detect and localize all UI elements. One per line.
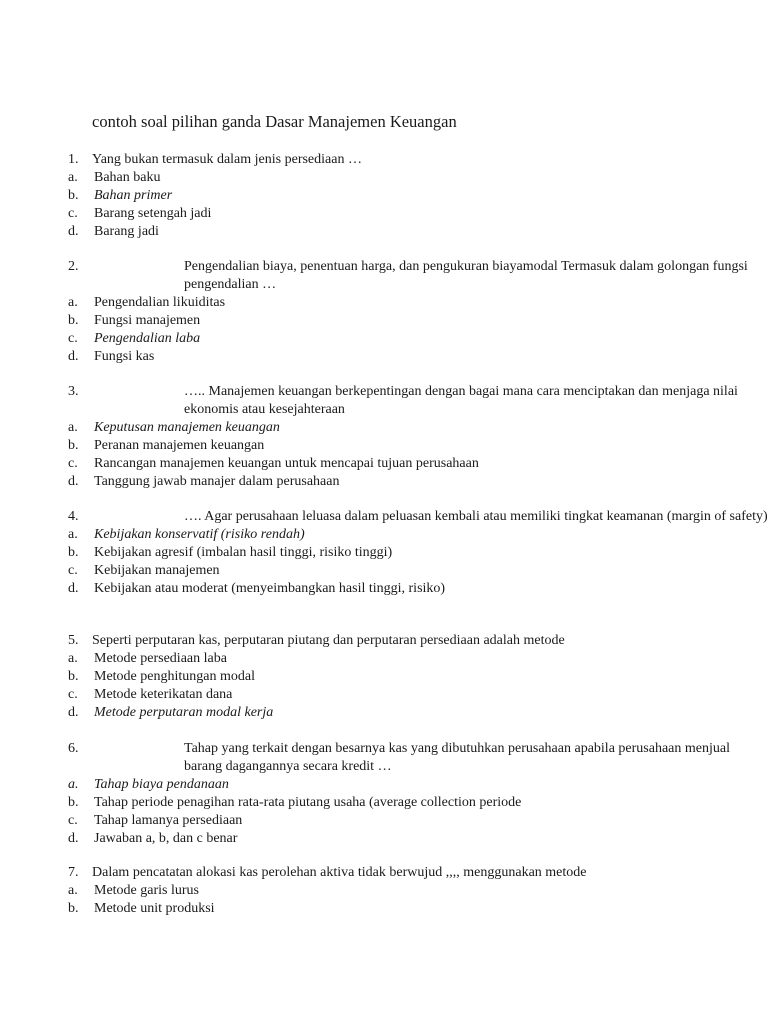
- option-text: Tahap biaya pendanaan: [94, 777, 229, 792]
- question-text: Dalam pencatatan alokasi kas perolehan aktiva tidak berwujud ,,,, menggunakan metode: [92, 865, 587, 880]
- option-label: c.: [68, 813, 78, 828]
- option-text: Barang jadi: [94, 224, 159, 239]
- question-stem: [0, 508, 768, 526]
- question-stem: [0, 740, 768, 776]
- question-3: [0, 383, 768, 491]
- question-5: [0, 632, 768, 722]
- question-text: Tahap yang terkait dengan besarnya kas yang dibutuhkan perusahaan apabila perusahaan menjual barang dagangannya secara kredit …: [184, 741, 730, 774]
- option-label: a.: [68, 883, 78, 898]
- question-number: 5.: [68, 633, 79, 648]
- question-text: Yang bukan termasuk dalam jenis persediaan …: [92, 152, 362, 167]
- question-number: 1.: [68, 152, 79, 167]
- question-4: [0, 508, 768, 598]
- option-label: c.: [68, 206, 78, 221]
- option-text: Metode keterikatan dana: [94, 687, 233, 702]
- question-number: 7.: [68, 865, 79, 880]
- question-stem: [0, 383, 768, 419]
- question-6: [0, 740, 768, 848]
- option-label: b.: [68, 669, 79, 684]
- option-label: d.: [68, 831, 79, 846]
- option-text: Tahap lamanya persediaan: [94, 813, 243, 828]
- option-text: Keputusan manajemen keuangan: [94, 420, 280, 435]
- option-text: Fungsi kas: [94, 349, 155, 364]
- option-text: Kebijakan manajemen: [94, 563, 220, 578]
- option-text: Metode garis lurus: [94, 883, 199, 898]
- option-b: [0, 668, 768, 686]
- option-a: [0, 419, 768, 437]
- option-b: [0, 312, 768, 330]
- question-1: [0, 151, 768, 241]
- option-label: d.: [68, 581, 79, 596]
- question-text: Seperti perputaran kas, perputaran piutang dan perputaran persediaan adalah metode: [92, 633, 565, 648]
- option-label: b.: [68, 795, 79, 810]
- option-label: a.: [68, 777, 79, 792]
- question-stem: [0, 632, 768, 650]
- option-text: Barang setengah jadi: [94, 206, 212, 221]
- option-text: Bahan primer: [94, 188, 173, 203]
- option-label: d.: [68, 224, 79, 239]
- option-text: Kebijakan konservatif (risiko rendah): [94, 527, 305, 542]
- document-title: contoh soal pilihan ganda Dasar Manajemen Keuangan: [92, 112, 457, 131]
- option-text: Pengendalian laba: [94, 331, 201, 346]
- option-a: [0, 526, 768, 544]
- question-stem: [0, 151, 768, 169]
- option-text: Peranan manajemen keuangan: [94, 438, 265, 453]
- option-text: Tanggung jawab manajer dalam perusahaan: [94, 474, 340, 489]
- option-d: [0, 348, 768, 366]
- option-text: Fungsi manajemen: [94, 313, 201, 328]
- option-label: a.: [68, 420, 78, 435]
- question-number: 3.: [68, 384, 79, 399]
- option-c: [0, 686, 768, 704]
- option-a: [0, 169, 768, 187]
- option-d: [0, 580, 768, 598]
- option-label: b.: [68, 901, 79, 916]
- option-label: b.: [68, 545, 79, 560]
- option-label: b.: [68, 438, 79, 453]
- option-c: [0, 330, 768, 348]
- option-label: c.: [68, 563, 78, 578]
- option-b: [0, 794, 768, 812]
- option-label: d.: [68, 349, 79, 364]
- option-label: a.: [68, 170, 78, 185]
- question-number: 4.: [68, 509, 79, 524]
- option-d: [0, 830, 768, 848]
- option-text: Kebijakan atau moderat (menyeimbangkan hasil tinggi, risiko): [94, 581, 446, 596]
- option-label: a.: [68, 295, 78, 310]
- option-b: [0, 544, 768, 562]
- option-a: [0, 294, 768, 312]
- option-text: Metode perputaran modal kerja: [94, 705, 274, 720]
- question-stem: [0, 864, 768, 882]
- option-text: Bahan baku: [94, 170, 161, 185]
- question-text: Pengendalian biaya, penentuan harga, dan pengukuran biayamodal Termasuk dalam golongan fungsi pengendalian …: [184, 259, 748, 292]
- question-number: 6.: [68, 741, 79, 756]
- option-c: [0, 812, 768, 830]
- question-text: …. Agar perusahaan leluasa dalam peluasan kembali atau memiliki tingkat keamanan (margin of safety): [184, 509, 768, 524]
- option-b: [0, 437, 768, 455]
- question-number: 2.: [68, 259, 79, 274]
- option-d: [0, 223, 768, 241]
- option-text: Jawaban a, b, dan c benar: [94, 831, 238, 846]
- option-label: b.: [68, 313, 79, 328]
- option-text: Rancangan manajemen keuangan untuk mencapai tujuan perusahaan: [94, 456, 479, 471]
- option-text: Tahap periode penagihan rata-rata piutang usaha (average collection periode: [94, 795, 522, 810]
- option-d: [0, 473, 768, 491]
- option-label: d.: [68, 474, 79, 489]
- question-7: [0, 864, 768, 918]
- option-text: Pengendalian likuiditas: [94, 295, 226, 310]
- option-text: Kebijakan agresif (imbalan hasil tinggi, risiko tinggi): [94, 545, 393, 560]
- option-label: a.: [68, 527, 78, 542]
- option-label: c.: [68, 456, 78, 471]
- option-d: [0, 704, 768, 722]
- option-c: [0, 205, 768, 223]
- question-stem: [0, 258, 768, 294]
- option-text: Metode persediaan laba: [94, 651, 227, 666]
- option-text: Metode unit produksi: [94, 901, 215, 916]
- option-a: [0, 882, 768, 900]
- option-b: [0, 187, 768, 205]
- question-text: ….. Manajemen keuangan berkepentingan dengan bagai mana cara menciptakan dan menjaga nilai ekonomis atau kesejahteraan: [184, 384, 738, 417]
- option-label: c.: [68, 331, 78, 346]
- option-label: a.: [68, 651, 78, 666]
- option-a: [0, 650, 768, 668]
- option-c: [0, 455, 768, 473]
- option-a: [0, 776, 768, 794]
- option-text: Metode penghitungan modal: [94, 669, 255, 684]
- option-label: d.: [68, 705, 79, 720]
- option-label: b.: [68, 188, 79, 203]
- option-b: [0, 900, 768, 918]
- option-label: c.: [68, 687, 78, 702]
- option-c: [0, 562, 768, 580]
- question-2: [0, 258, 768, 366]
